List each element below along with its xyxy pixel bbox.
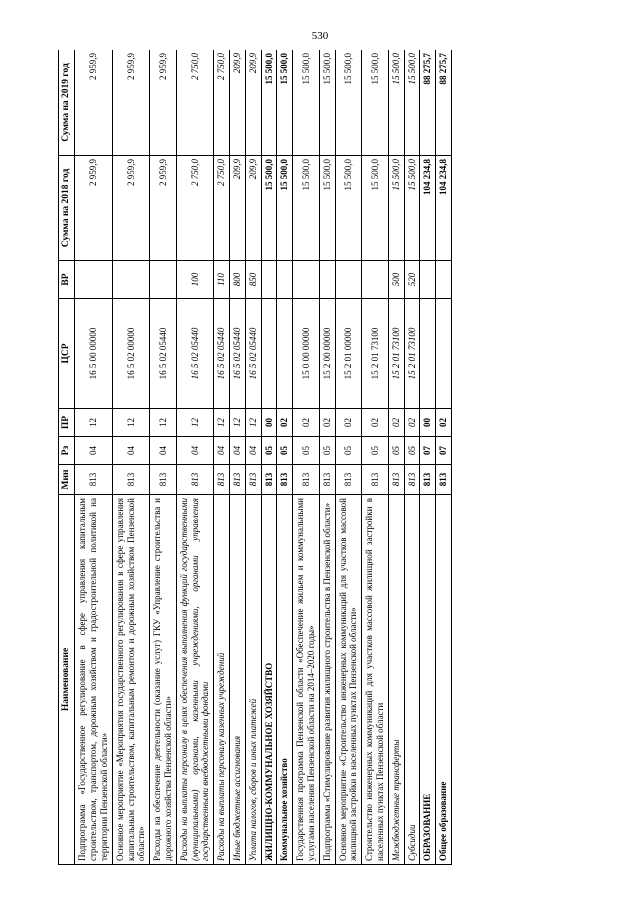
cell-csr: 15 2 00 00000 — [319, 299, 335, 409]
cell-csr — [420, 299, 436, 409]
cell-csr: 15 2 01 73100 — [388, 299, 404, 409]
cell-sum-2019: 88 275,7 — [436, 50, 452, 156]
table-row — [293, 50, 320, 865]
table-row — [436, 50, 452, 865]
table-row — [229, 50, 245, 865]
cell-sum-2018: 15 500,0 — [319, 156, 335, 261]
cell-vr — [335, 261, 362, 299]
cell-name: Коммунальное хозяйство — [277, 495, 293, 865]
cell-csr: 15 0 00 00000 — [293, 299, 320, 409]
cell-sum-2018: 2 959,9 — [112, 156, 149, 261]
cell-csr: 15 2 01 73100 — [404, 299, 420, 409]
cell-name: Расходы на выплаты персоналу в целях обеспечения выполнения функций государственными (муниципальными) органами, казенными учреждениями, органами управления государственными внебюджетными фондами — [176, 495, 213, 865]
cell-sum-2018: 104 234,8 — [420, 156, 436, 261]
cell-vr — [75, 261, 112, 299]
cell-sum-2018: 15 500,0 — [293, 156, 320, 261]
cell-vr — [436, 261, 452, 299]
cell-pr: 02 — [362, 409, 389, 437]
cell-csr: 16 5 02 05440 — [229, 299, 245, 409]
table-row — [261, 50, 277, 865]
table-row — [277, 50, 293, 865]
cell-vr: 520 — [404, 261, 420, 299]
cell-name: Общее образование — [436, 495, 452, 865]
cell-vr: 850 — [245, 261, 261, 299]
cell-name: Иные бюджетные ассигнования — [229, 495, 245, 865]
cell-min: 813 — [229, 465, 245, 495]
cell-vr — [112, 261, 149, 299]
cell-sum-2019: 209,9 — [245, 50, 261, 156]
cell-min: 813 — [335, 465, 362, 495]
cell-name: Государственная программа Пензенской области «Обеспечение жильем и коммунальными услугами населения Пензенской области на 2014–2020 годы» — [293, 495, 320, 865]
table-row — [388, 50, 404, 865]
cell-min: 813 — [420, 465, 436, 495]
header-sum-2019: Сумма на 2019 год — [59, 50, 75, 156]
cell-pr: 02 — [404, 409, 420, 437]
cell-sum-2018: 15 500,0 — [388, 156, 404, 261]
cell-pr: 00 — [420, 409, 436, 437]
budget-table — [58, 50, 452, 865]
table-row — [420, 50, 436, 865]
cell-min: 813 — [261, 465, 277, 495]
cell-pr: 12 — [229, 409, 245, 437]
cell-min: 813 — [245, 465, 261, 495]
cell-csr: 15 2 01 73100 — [362, 299, 389, 409]
cell-pr: 12 — [245, 409, 261, 437]
header-row — [59, 50, 75, 865]
cell-rz: 04 — [75, 437, 112, 465]
cell-rz: 05 — [335, 437, 362, 465]
cell-vr: 500 — [388, 261, 404, 299]
cell-csr: 16 5 02 05440 — [176, 299, 213, 409]
cell-name: Основное мероприятие «Мероприятия государственного регулирования в сфере управления капитальным строительством, капитальным ремонтом и дорожным хозяйством Пензенской области» — [112, 495, 149, 865]
cell-vr — [277, 261, 293, 299]
table-row — [404, 50, 420, 865]
cell-pr: 02 — [293, 409, 320, 437]
header-csr: ЦСР — [59, 299, 75, 409]
cell-min: 813 — [388, 465, 404, 495]
cell-name: ЖИЛИЩНО-КОММУНАЛЬНОЕ ХОЗЯЙСТВО — [261, 495, 277, 865]
cell-pr: 02 — [436, 409, 452, 437]
cell-name: Подпрограмма «Государственное регулирование в сфере управления капитальным строительством, транспортом, дорожным хозяйством и градостроительной политикой на территории Пензенской области» — [75, 495, 112, 865]
cell-min: 813 — [436, 465, 452, 495]
table-row — [75, 50, 112, 865]
cell-sum-2019: 88 275,7 — [420, 50, 436, 156]
cell-csr — [277, 299, 293, 409]
cell-sum-2019: 15 500,0 — [335, 50, 362, 156]
cell-csr: 15 2 01 00000 — [335, 299, 362, 409]
cell-vr: 800 — [229, 261, 245, 299]
cell-sum-2018: 15 500,0 — [335, 156, 362, 261]
cell-rz: 05 — [319, 437, 335, 465]
cell-vr — [420, 261, 436, 299]
cell-sum-2019: 15 500,0 — [404, 50, 420, 156]
cell-sum-2018: 15 500,0 — [277, 156, 293, 261]
cell-rz: 04 — [229, 437, 245, 465]
cell-csr: 16 5 02 05440 — [150, 299, 177, 409]
cell-vr — [362, 261, 389, 299]
cell-rz: 05 — [277, 437, 293, 465]
cell-csr: 16 5 02 05440 — [214, 299, 230, 409]
cell-sum-2018: 2 959,9 — [150, 156, 177, 261]
header-vr: ВР — [59, 261, 75, 299]
header-min: Мин — [59, 465, 75, 495]
cell-pr: 12 — [112, 409, 149, 437]
rotated-table-frame — [58, 50, 588, 865]
table-row — [214, 50, 230, 865]
cell-rz: 05 — [404, 437, 420, 465]
cell-sum-2019: 15 500,0 — [388, 50, 404, 156]
cell-min: 813 — [176, 465, 213, 495]
cell-vr: 110 — [214, 261, 230, 299]
header-pr: ПР — [59, 409, 75, 437]
cell-sum-2019: 2 750,0 — [214, 50, 230, 156]
cell-csr — [436, 299, 452, 409]
cell-rz: 05 — [293, 437, 320, 465]
table-body — [75, 50, 452, 865]
cell-min: 813 — [404, 465, 420, 495]
cell-min: 813 — [277, 465, 293, 495]
cell-vr — [150, 261, 177, 299]
table-row — [176, 50, 213, 865]
cell-name: Подпрограмма «Стимулирование развития жилищного строительства в Пензенской области» — [319, 495, 335, 865]
cell-min: 813 — [319, 465, 335, 495]
cell-sum-2018: 2 959,9 — [75, 156, 112, 261]
table-row — [245, 50, 261, 865]
cell-pr: 12 — [75, 409, 112, 437]
table-row — [319, 50, 335, 865]
cell-pr: 12 — [150, 409, 177, 437]
cell-name: Субсидии — [404, 495, 420, 865]
cell-vr: 100 — [176, 261, 213, 299]
cell-name: ОБРАЗОВАНИЕ — [420, 495, 436, 865]
cell-rz: 04 — [112, 437, 149, 465]
cell-sum-2018: 15 500,0 — [261, 156, 277, 261]
cell-name: Межбюджетные трансферты — [388, 495, 404, 865]
cell-rz: 05 — [388, 437, 404, 465]
cell-vr — [261, 261, 277, 299]
cell-name: Строительство инженерных коммуникаций для участков массовой жилищной застройки в населенных пунктах Пензенской области — [362, 495, 389, 865]
cell-rz: 05 — [362, 437, 389, 465]
cell-sum-2018: 2 750,0 — [214, 156, 230, 261]
header-sum-2018: Сумма на 2018 год — [59, 156, 75, 261]
cell-sum-2019: 2 750,0 — [176, 50, 213, 156]
cell-sum-2019: 15 500,0 — [261, 50, 277, 156]
cell-rz: 07 — [420, 437, 436, 465]
cell-csr — [261, 299, 277, 409]
cell-min: 813 — [293, 465, 320, 495]
cell-name: Расходы на выплаты персоналу казенных учреждений — [214, 495, 230, 865]
cell-min: 813 — [75, 465, 112, 495]
cell-pr: 00 — [261, 409, 277, 437]
cell-pr: 02 — [388, 409, 404, 437]
cell-vr — [293, 261, 320, 299]
cell-sum-2018: 209,9 — [245, 156, 261, 261]
cell-sum-2019: 2 959,9 — [150, 50, 177, 156]
cell-name: Основное мероприятие «Строительство инженерных коммуникаций для участков массовой жилищной застройки в населенных пунктах Пензенской области» — [335, 495, 362, 865]
cell-csr: 16 5 02 05440 — [245, 299, 261, 409]
cell-sum-2019: 15 500,0 — [277, 50, 293, 156]
cell-sum-2019: 2 959,9 — [112, 50, 149, 156]
header-name: Наименование — [59, 495, 75, 865]
cell-pr: 02 — [335, 409, 362, 437]
table-row — [362, 50, 389, 865]
cell-sum-2019: 2 959,9 — [75, 50, 112, 156]
header-rz: Рз — [59, 437, 75, 465]
cell-rz: 07 — [436, 437, 452, 465]
cell-sum-2018: 2 750,0 — [176, 156, 213, 261]
cell-rz: 05 — [261, 437, 277, 465]
cell-sum-2019: 15 500,0 — [293, 50, 320, 156]
cell-sum-2019: 15 500,0 — [362, 50, 389, 156]
cell-min: 813 — [362, 465, 389, 495]
cell-min: 813 — [214, 465, 230, 495]
cell-min: 813 — [150, 465, 177, 495]
table-container — [58, 50, 588, 865]
cell-pr: 12 — [176, 409, 213, 437]
cell-name: Расходы на обеспечение деятельности (оказание услуг) ГКУ «Управление строительства и дорожного хозяйства Пензенской области» — [150, 495, 177, 865]
cell-pr: 12 — [214, 409, 230, 437]
cell-sum-2018: 15 500,0 — [362, 156, 389, 261]
cell-sum-2018: 15 500,0 — [404, 156, 420, 261]
cell-sum-2019: 15 500,0 — [319, 50, 335, 156]
cell-rz: 04 — [176, 437, 213, 465]
cell-vr — [319, 261, 335, 299]
cell-csr: 16 5 00 00000 — [75, 299, 112, 409]
cell-min: 813 — [112, 465, 149, 495]
page-number: 530 — [311, 30, 329, 42]
table-row — [150, 50, 177, 865]
cell-sum-2018: 104 234,8 — [436, 156, 452, 261]
cell-rz: 04 — [245, 437, 261, 465]
cell-csr: 16 5 02 00000 — [112, 299, 149, 409]
cell-pr: 02 — [319, 409, 335, 437]
table-row — [112, 50, 149, 865]
cell-rz: 04 — [214, 437, 230, 465]
cell-sum-2018: 209,9 — [229, 156, 245, 261]
cell-pr: 02 — [277, 409, 293, 437]
cell-rz: 04 — [150, 437, 177, 465]
cell-sum-2019: 209,9 — [229, 50, 245, 156]
cell-name: Уплата налогов, сборов и иных платежей — [245, 495, 261, 865]
table-row — [335, 50, 362, 865]
